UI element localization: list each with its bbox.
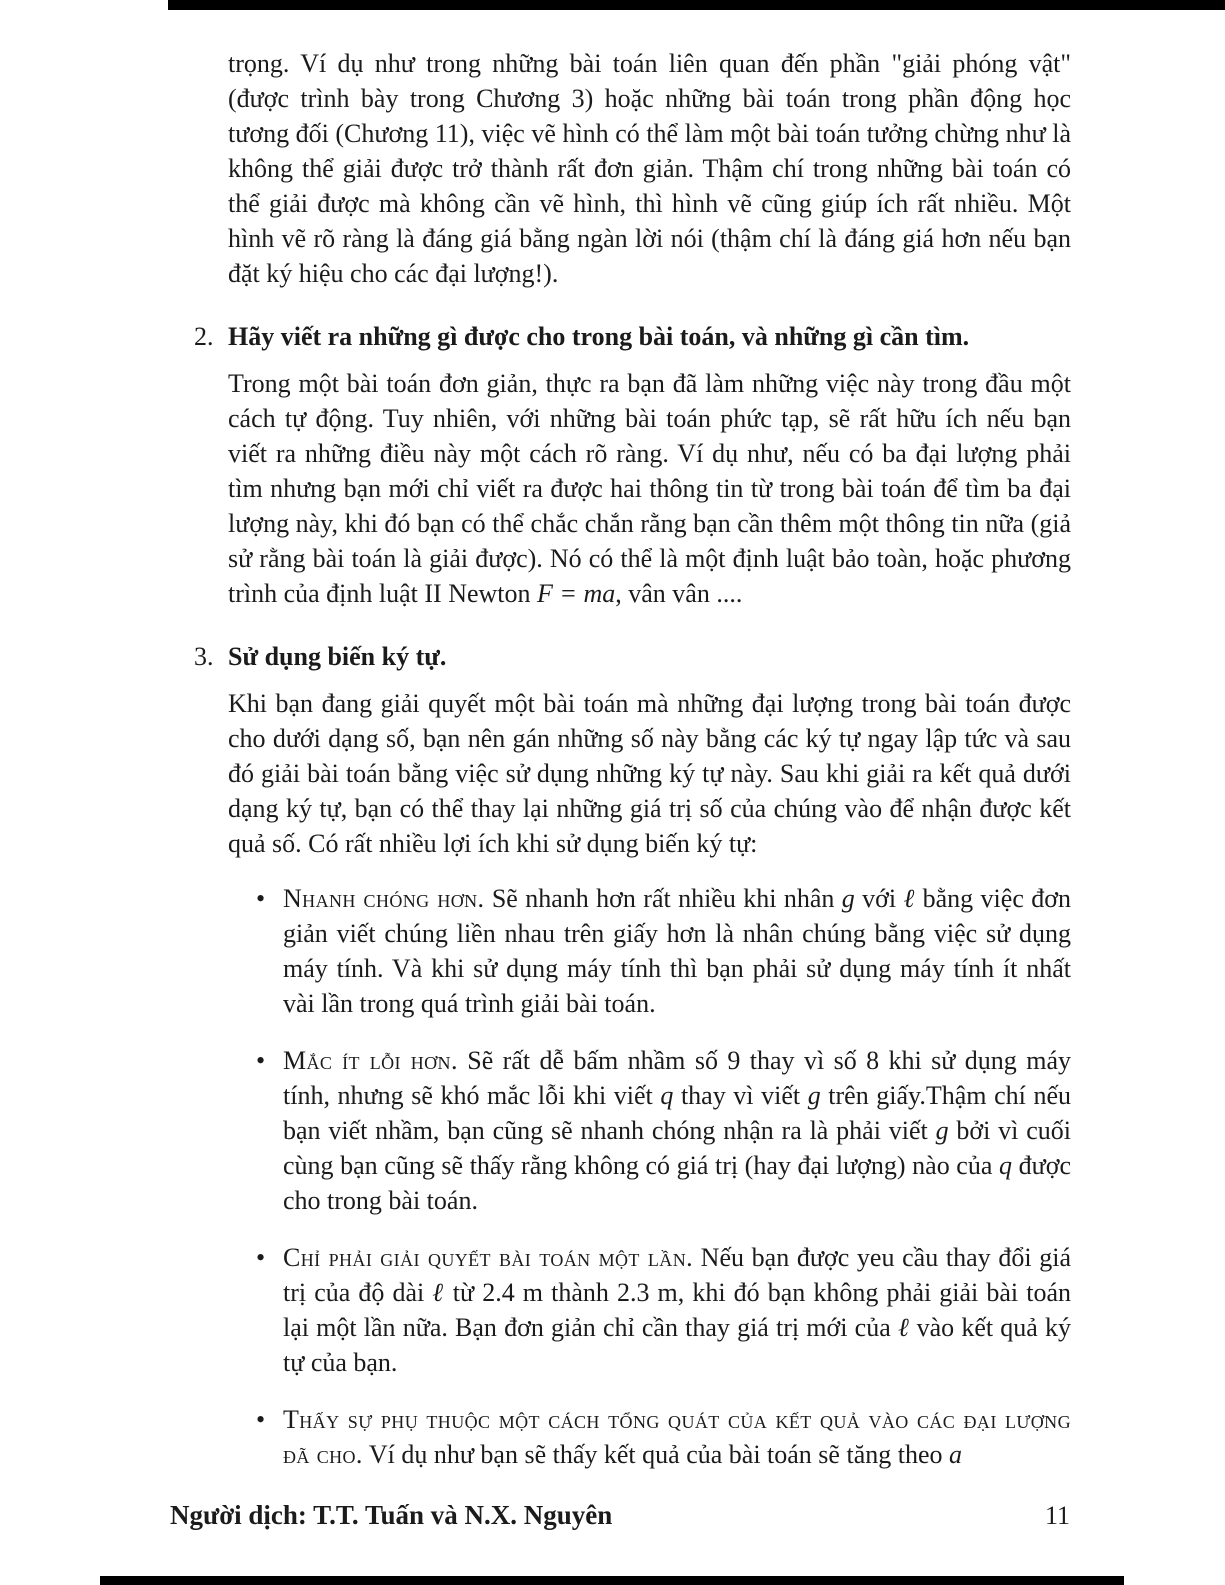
item-2-heading-row — [194, 319, 1071, 354]
item-2-heading: Hãy viết ra những gì được cho trong bài toán, và những gì cần tìm. — [228, 322, 970, 351]
intro-paragraph: trọng. Ví dụ như trong những bài toán liên quan đến phần "giải phóng vật" (được trình bày trong Chương 3) hoặc những bài toán trong phần động học tương đối (Chương 11), việc vẽ hình có thể làm một bài toán tưởng chừng như là không thể giải được trở thành rất đơn giản. Thậm chí trong những bài toán có thể giải được mà không cần vẽ hình, thì hình vẽ cũng giúp ích rất nhiều. Một hình vẽ rõ ràng là đáng giá bằng ngàn lời nói (thậm chí là đáng giá hơn nếu bạn đặt ký hiệu cho các đại lượng!). — [228, 49, 1071, 288]
numbered-item-3 — [194, 639, 1072, 1472]
item-2-number: 2. — [194, 322, 214, 351]
bullet-item-dependence — [228, 1402, 1071, 1472]
translator-credit: Người dịch: T.T. Tuấn và N.X. Nguyên — [170, 1500, 613, 1530]
page-footer — [170, 1500, 1070, 1531]
bullet-icon: • — [256, 1243, 266, 1272]
item-3-heading: Sử dụng biến ký tự. — [228, 642, 447, 671]
page-body — [194, 46, 1072, 1472]
bullet-text-faster: Nhanh chóng hơn. Sẽ nhanh hơn rất nhiều khi nhân g với ℓ bằng việc đơn giản viết chúng liền nhau trên giấy hơn là nhân chúng bằng việc sử dụng máy tính. Và khi sử dụng máy tính thì bạn phải sử dụng máy tính ít nhất vài lần trong quá trình giải bài toán. — [283, 884, 1071, 1018]
scan-artifact-top-bar — [168, 0, 1225, 10]
item-3-heading-row — [194, 639, 1071, 674]
item-3-body: Khi bạn đang giải quyết một bài toán mà những đại lượng trong bài toán được cho dưới dạng số, bạn nên gán những số này bằng các ký tự ngay lập tức và sau đó giải bài toán bằng việc sử dụng những ký tự này. Sau khi giải ra kết quả dưới dạng ký tự, bạn có thể thay lại những giá trị số của chúng vào để nhận được kết quả số. Có rất nhiều lợi ích khi sử dụng biến ký tự: — [228, 689, 1071, 858]
page-number: 11 — [1044, 1501, 1070, 1530]
bullet-item-fewer-errors — [228, 1043, 1071, 1218]
bullet-icon: • — [256, 1046, 266, 1075]
scan-artifact-bottom-bar — [100, 1576, 1124, 1585]
item-3-number: 3. — [194, 642, 214, 671]
numbered-item-2 — [194, 319, 1071, 611]
bullet-text-solve-once: Chỉ phải giải quyết bài toán một lần. Nếu bạn được yeu cầu thay đổi giá trị của độ dài ℓ từ 2.4 m thành 2.3 m, khi đó bạn không phải giải bài toán lại một lần nữa. Bạn đơn giản chỉ cần thay giá trị mới của ℓ vào kết quả ký tự của bạn. — [283, 1243, 1072, 1377]
bullet-icon: • — [256, 884, 266, 913]
bullet-text-fewer-errors: Mắc ít lỗi hơn. Sẽ rất dễ bấm nhầm số 9 thay vì số 8 khi sử dụng máy tính, nhưng sẽ khó mắc lỗi khi viết q thay vì viết g trên giấy.Thậm chí nếu bạn viết nhầm, bạn cũng sẽ nhanh chóng nhận ra là phải viết g bởi vì cuối cùng bạn cũng sẽ thấy rằng không có giá trị (hay đại lượng) nào của q được cho trong bài toán. — [283, 1046, 1071, 1215]
bullet-list — [228, 881, 1071, 1472]
bullet-item-solve-once — [228, 1240, 1071, 1380]
bullet-icon: • — [256, 1405, 266, 1434]
item-2-body: Trong một bài toán đơn giản, thực ra bạn đã làm những việc này trong đầu một cách tự động. Tuy nhiên, với những bài toán phức tạp, sẽ rất hữu ích nếu bạn viết ra những điều này một cách rõ ràng. Ví dụ như, nếu có ba đại lượng phải tìm nhưng bạn mới chỉ viết ra được hai thông tin từ trong bài toán để tìm ba đại lượng này, khi đó bạn có thể chắc chắn rằng bạn cần thêm một thông tin nữa (giả sử rằng bài toán là giải được). Nó có thể là một định luật bảo toàn, hoặc phương trình của định luật II Newton F = ma, vân vân .... — [228, 369, 1071, 608]
bullet-item-faster — [228, 881, 1071, 1021]
bullet-text-dependence: Thấy sự phụ thuộc một cách tổng quát của kết quả vào các đại lượng đã cho. Ví dụ như bạn sẽ thấy kết quả của bài toán sẽ tăng theo a — [283, 1405, 1071, 1469]
